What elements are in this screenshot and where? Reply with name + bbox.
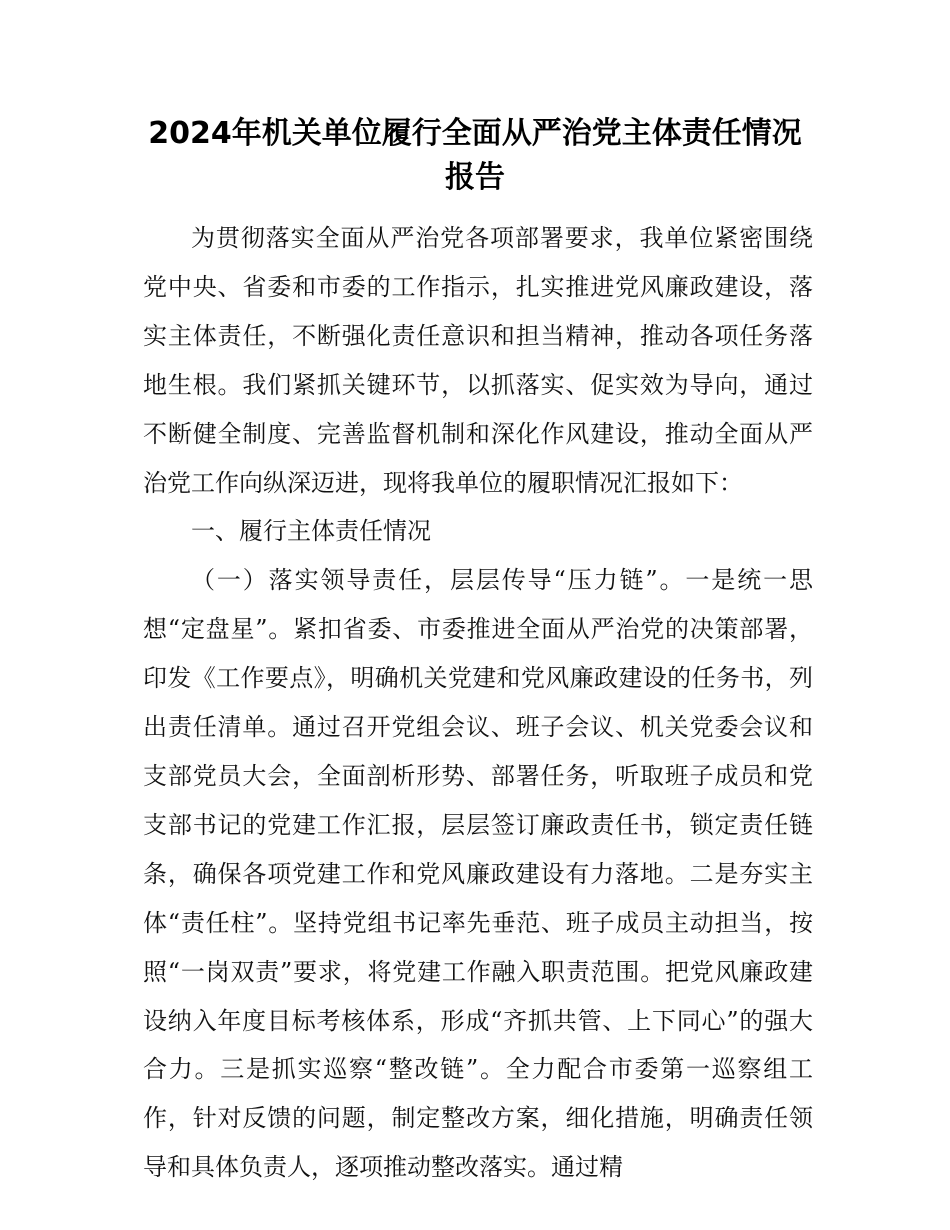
section-heading: 一、履行主体责任情况 xyxy=(191,517,431,546)
subsection-paragraph: （一）落实领导责任，层层传导“压力链”。一是统一思想“定盘星”。紧扣省委、市委推进全面从严治党的决策部署，印发《工作要点》，明确机关党建和党风廉政建设的任务书，列出责任清单。通过召开党组会议、班子会议、机关党委会议和支部党员大会，全面剖析形势、部署任务，听取班子成员和党支部书记的党建工作汇报，层层签订廉政责任书，锁定责任链条，确保各项党建工作和党风廉政建设有力落地。二是夯实主体“责任柱”。坚持党组书记率先垂范、班子成员主动担当，按照“一岗双责”要求，将党建工作融入职责范围。把党风廉政建设纳入年度目标考核体系，形成“齐抓共管、上下同心”的强大合力。三是抓实巡察“整改链”。全力配合市委第一巡察组工作，针对反馈的问题，制定整改方案，细化措施，明确责任领导和具体负责人，逐项推动整改落实。通过精 xyxy=(143,566,813,1182)
document-title: 2024年机关单位履行全面从严治党主体责任情况报告 xyxy=(148,116,802,195)
intro-paragraph: 为贯彻落实全面从严治党各项部署要求，我单位紧密围绕党中央、省委和市委的工作指示，扎实推进党风廉政建设，落实主体责任，不断强化责任意识和担当精神，推动各项任务落地生根。我们紧抓关键环节，以抓落实、促实效为导向，通过不断健全制度、完善监督机制和深化作风建设，推动全面从严治党工作向纵深迈进，现将我单位的履职情况汇报如下： xyxy=(143,224,813,497)
document-body xyxy=(143,214,813,1192)
